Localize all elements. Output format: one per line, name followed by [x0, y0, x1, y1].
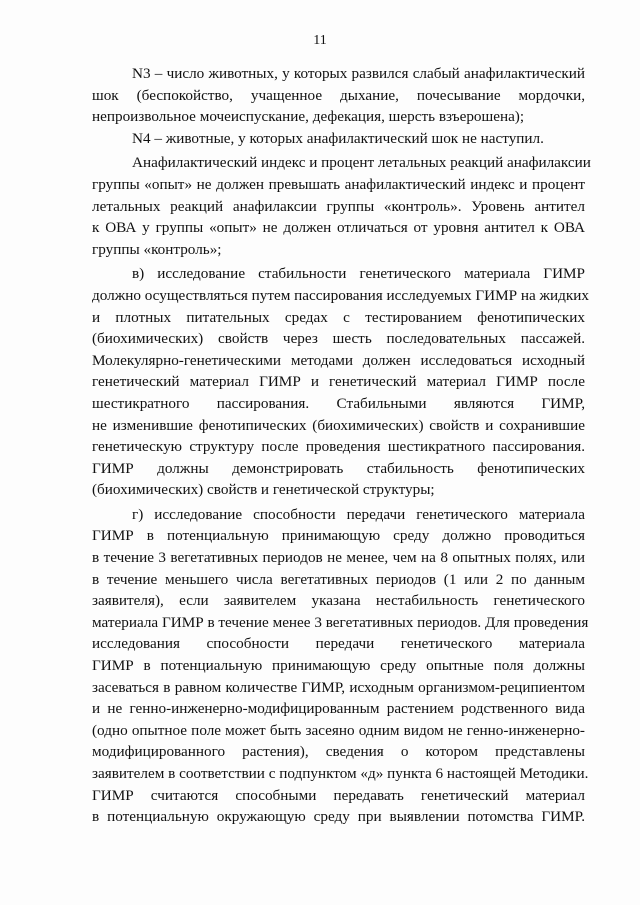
text-line: Анафилактический индекс и процент летальных реакций анафилаксии	[132, 154, 591, 172]
paragraph-anaphylactic-index	[92, 152, 591, 260]
text-line: не изменившие фенотипических (биохимических) свойств и сохранившие	[92, 416, 585, 434]
text-line: должно осуществляться путем пассирования исследуемых ГИМР на жидких	[92, 286, 589, 304]
text-line: к ОВА у группы «опыт» не должен отличаться от уровня антител к ОВА	[92, 219, 585, 237]
text-line: (биохимических) свойств через шесть последовательных пассажей.	[92, 330, 585, 348]
text-line: (биохимических) свойств и генетической структуры;	[92, 481, 435, 499]
paragraph-item-v	[92, 263, 589, 501]
body-text	[92, 63, 591, 828]
text-line: и не генно-инженерно-модифицированным растением родственного вида	[92, 700, 585, 718]
text-line: материала ГИМР в течение менее 3 вегетативных периодов. Для проведения	[92, 613, 589, 631]
text-line: заявителя), если заявителем указана нестабильность генетического	[92, 592, 585, 610]
text-line: засеваться в равном количестве ГИМР, исходным организмом-реципиентом	[92, 678, 585, 696]
text-line: N4 – животные, у которых анафилактический шок не наступил.	[132, 129, 544, 147]
text-line: ГИМР в потенциальную принимающую среду должно проводиться	[92, 527, 585, 545]
text-line: в течение 3 вегетативных периодов не менее, чем на 8 опытных полях, или	[92, 549, 585, 567]
text-line: и плотных питательных средах с тестированием фенотипических	[92, 308, 585, 326]
text-line: в потенциальную окружающую среду при выявлении потомства ГИМР.	[92, 808, 585, 826]
paragraph-n3-definition	[92, 63, 585, 128]
text-line: в) исследование стабильности генетического материала ГИМР	[132, 265, 585, 283]
text-line: ГИМР в потенциальную принимающую среду опытные поля должны	[92, 657, 585, 675]
text-line: N3 – число животных, у которых развился слабый анафилактический	[132, 65, 585, 82]
page-number: 11	[313, 33, 327, 48]
text-line: исследования способности передачи генетического материала	[92, 635, 585, 653]
text-line: группы «контроль»;	[92, 240, 222, 258]
text-line: (одно опытное поле может быть засеяно одним видом не генно-инженерно-	[92, 721, 585, 739]
text-line: ГИМР должны демонстрировать стабильность фенотипических	[92, 459, 585, 477]
text-line: группы «опыт» не должен превышать анафилактический индекс и процент	[92, 175, 585, 193]
paragraph-n4-definition	[92, 128, 585, 150]
text-line: модифицированного растения), сведения о котором представлены	[92, 743, 585, 761]
text-line: летальных реакций анафилаксии группы «контроль». Уровень антител	[92, 197, 585, 215]
text-line: Молекулярно-генетическими методами должен исследоваться исходный	[92, 351, 585, 369]
text-line: шестикратного пассирования. Стабильными являются ГИМР,	[92, 394, 585, 412]
text-line: ГИМР считаются способными передавать генетический материал	[92, 786, 585, 804]
text-line: генетический материал ГИМР и генетический материал ГИМР после	[92, 373, 585, 391]
text-line: генетическую структуру после проведения шестикратного пассирования.	[92, 438, 585, 456]
text-line: шок (беспокойство, учащенное дыхание, почесывание мордочки,	[92, 86, 585, 104]
text-line: заявителем в соответствии с подпунктом «д» пункта 6 настоящей Методики.	[92, 765, 589, 782]
text-line: непроизвольное мочеиспускание, дефекация, шерсть взъерошена);	[92, 108, 525, 126]
paragraph-item-g	[92, 504, 589, 828]
text-line: г) исследование способности передачи генетического материала	[132, 505, 585, 523]
text-line: в течение меньшего числа вегетативных периодов (1 или 2 по данным	[92, 570, 585, 588]
